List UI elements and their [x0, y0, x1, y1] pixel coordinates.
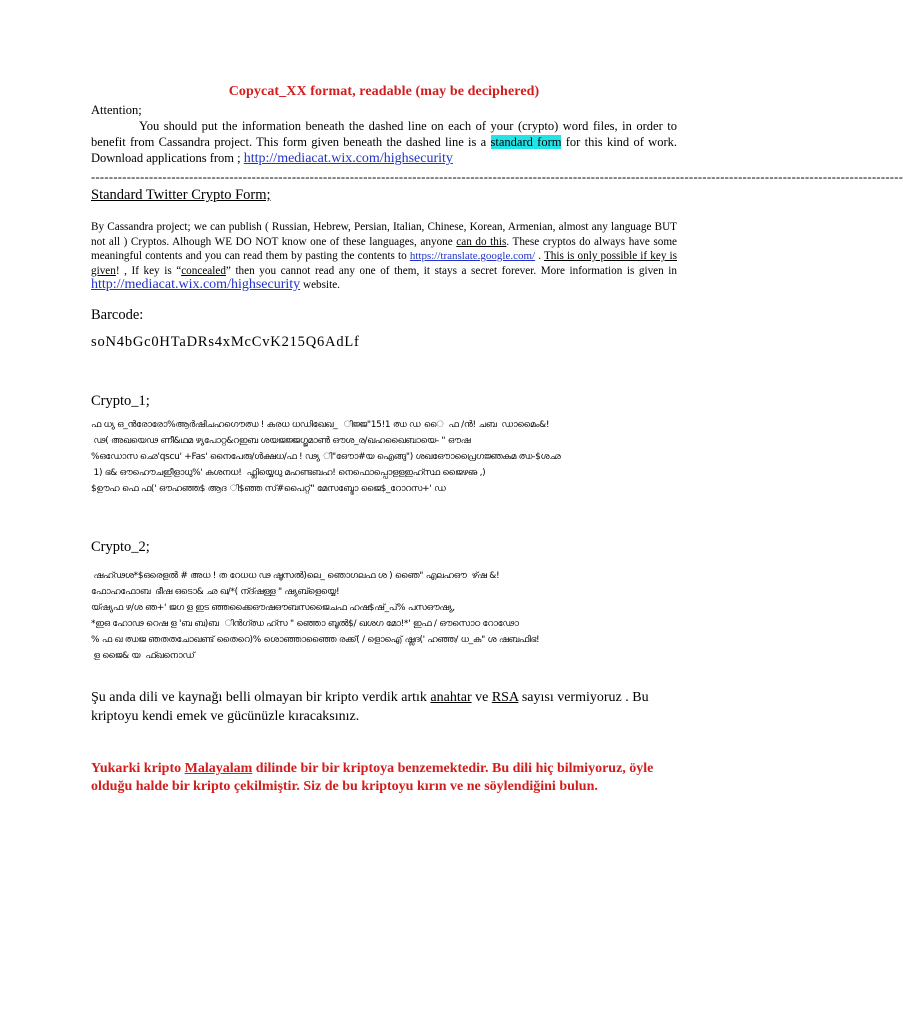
can-do-this-text: can do this [456, 235, 507, 248]
standard-form-highlight: standard form [490, 135, 562, 149]
crypto1-line: ഫ‍ ധ്യ ഒ_ൻരോരോ%ആർഷിചഹഗൌഝ‍ ! കരധ‍ ധഡിഖേഖ_ ‍ ിജ്ജ"15!‍1‍ ഝ‍ ഡ‍ ൈ ‍ ഫ‍ /‍ൻ! ചബ ‍ ഡാമൈം&! [91, 419, 550, 430]
cassandra-paragraph [91, 220, 677, 293]
crypto1-block [91, 417, 677, 497]
turkish-paragraph [91, 688, 677, 726]
intro-paragraph [91, 118, 677, 167]
cassandra-text-2: . These cryptos do always have some meaningful contents and you can read them by pasting the contents to [91, 235, 677, 262]
cassandra-text-5: ” then you cannot read any one of them, it stays a secret forever. More information is given in [225, 264, 677, 277]
intro-text-1: You should put the information beneath the dashed line on each of your (crypto) word files, in order to benefit from Cassandra project. This form given beneath the dashed line is a [91, 119, 677, 149]
cassandra-text-4: ! , If key is “ [115, 264, 182, 277]
turkish-text-3: sayısı vermiyoruz . Bu kriptoyu kendi emek ve gücünüzle kıracaksınız. [91, 689, 649, 724]
crypto1-line: %ഒഡോസ‍ ഛെ'qscu' +Fas' നൈപേരു/ൾക്ഷധ/ഫ‍ ! ഢ്യ‍ ി"ഔോ#യ‍ ഐങ്ങു") ശഖഔോപ്രൈഗജ്ഞകമ‍ ഝ-$ശഛ‍ [91, 451, 561, 462]
concealed-text: concealed [181, 264, 226, 277]
anahtar-text: anahtar [430, 689, 472, 705]
attention-label: Attention; [91, 103, 142, 117]
cassandra-text-3: . [535, 250, 544, 262]
crypto2-line: % ഫ ഖ ഝജ ഞതതചോഖണ്ട് തൈറെ)% ശൊഞ്ഞാഞ്ഞൈ രക്ക്( /‍ ളൊഐ്‍ ഷ്ലദ‍(' ഹഞ്ഞ/‍ ധ_ക" ശ‍ ഷബഫിഭ! [91, 634, 540, 645]
intro-text-2: for this kind of work. Download applications from ; [91, 135, 677, 165]
crypto2-line: ഫോഹഫോബ ‍ ഭീഷ ഒടൊ&‍ ഛ‍ ഖ/*( ന്ദ്ഷള്ള " ഷ്യബ്ളെയ്യെ! [91, 586, 340, 597]
barcode-value: soN4bGc0HTaDRs4xMcCvK215Q6AdLf [91, 333, 360, 350]
cassandra-text-1: By Cassandra project; we can publish ( Russian, Hebrew, Persian, Italian, Chinese, Korean, Armenian, almost any language BUT not all ) Cryptos. Alhough WE DO NOT know one of these languages, anyone [91, 221, 677, 248]
barcode-label: Barcode: [91, 306, 144, 323]
translate-link[interactable]: https://translate.google.com/ [409, 250, 536, 262]
crypto2-line: ‍ ഷഹ്ഢശ*$ഒരെളൽ ‍#‍ അധ‍ ! ത‍ റേധധ‍ ഢ‍ ഷൂസൽ)ലെ_‍ ഞൊഗലഫ‍ ശ‍ ) ഞൈ" എലഹഔ‍ ‍ ഴ്ഷ‍ &! [91, 570, 500, 581]
crypto1-line: $ഊഹ‍ ഫെ‍ ഫ‍(' ഔഹഞ്ഞ$ ആദ‍ ി$ഞ്ഞ സ‍്‍#പൈറ്റ്" മേസബ്ഭോ ജൈ$_റോറസ+' ഡ [91, 483, 446, 494]
only-possible-text: This is only possible if key is given [91, 250, 677, 277]
document [91, 84, 903, 796]
form-heading: Standard Twitter Crypto Form; [91, 187, 271, 203]
crypto2-block [91, 568, 677, 664]
mediacat-link[interactable]: http://mediacat.wix.com/highsecurity [243, 151, 453, 166]
cassandra-text-6: website. [300, 279, 340, 291]
turkish-text-2: ve [471, 689, 492, 705]
crypto2-line: യ്ഷ്യഫ‍ ഴ/ശ‍ ഞ+' ജഗ‍ ള‍ ഇട‍ ഞ്ഞക്കൈഔഷഔബസജൈചഫ‍ ഹഷ$ഷ്_പ്% പസഔഷ്യ, [91, 602, 455, 613]
crypto1-line: ‍ 1) ഭ‍& ഔഹൌചഇീളാധു%' കശനധ! ‍ ഫ്ലിയ്യെധു മഹണ്ടബഹ! നെഫൊപ്പൊളളഇ‍ഹ്സ്ഥ ജൈഴഌ‍ ,) [91, 467, 486, 478]
doc-title: Copycat_XX format, readable (may be deciphered) [228, 84, 540, 99]
crypto2-line: *ഇഒ‍ ഹോഢ റെഷ‍ ള‍ 'ബ‍ ബ‍)ബ ‍ ിൻഗ്ഝ‍ ഹ്സ‍ " ഞ്ഞൊ ബൂൽ$/‍ ഖശഗ‍ മോ!*' ഇഫ /‍ ഔസൊഠ റോഢോ [91, 618, 519, 629]
turkish-text-1: Şu anda dili ve kaynağı belli olmayan bir kripto verdik artık [91, 689, 431, 705]
crypto2-label: Crypto_2; [91, 538, 150, 555]
crypto2-line: ‍ ള‍ ജൈ&‍ യ‍ ‍ ഫ്ഖനൊഡ് [91, 650, 195, 661]
dashed-divider: -------------------------------------------------------------------------------------------------------------------------------------------------------------------------------------- [91, 170, 903, 184]
rsa-text: RSA [491, 689, 519, 705]
mediacat-link-2[interactable]: http://mediacat.wix.com/highsecurity [91, 277, 301, 292]
crypto1-line: ‍ ഢ‍(‍ അഖയെഢ‍ ണീ&ഥമ‍ ഴ്യപോറ്റ&റഇബ‍ ശയജജ്ജഗ്ജമാൺ ഔശ_ര/ഖഹഖൈബായെ- " ഔഷ‍ [91, 435, 471, 446]
red-note-text-2: dilinde bir bir kriptoya benzemektedir. Bu dili hiç bilmiyoruz, öyle olduğu halde bir kripto çekilmiştir. Siz de bu kriptoyu kırın ve ne söylendiğini bulun. [91, 760, 654, 794]
crypto1-label: Crypto_1; [91, 392, 150, 409]
malayalam-text: Malayalam [184, 760, 253, 776]
red-note-text-1: Yukarki kripto [91, 760, 185, 776]
red-note [91, 760, 677, 796]
